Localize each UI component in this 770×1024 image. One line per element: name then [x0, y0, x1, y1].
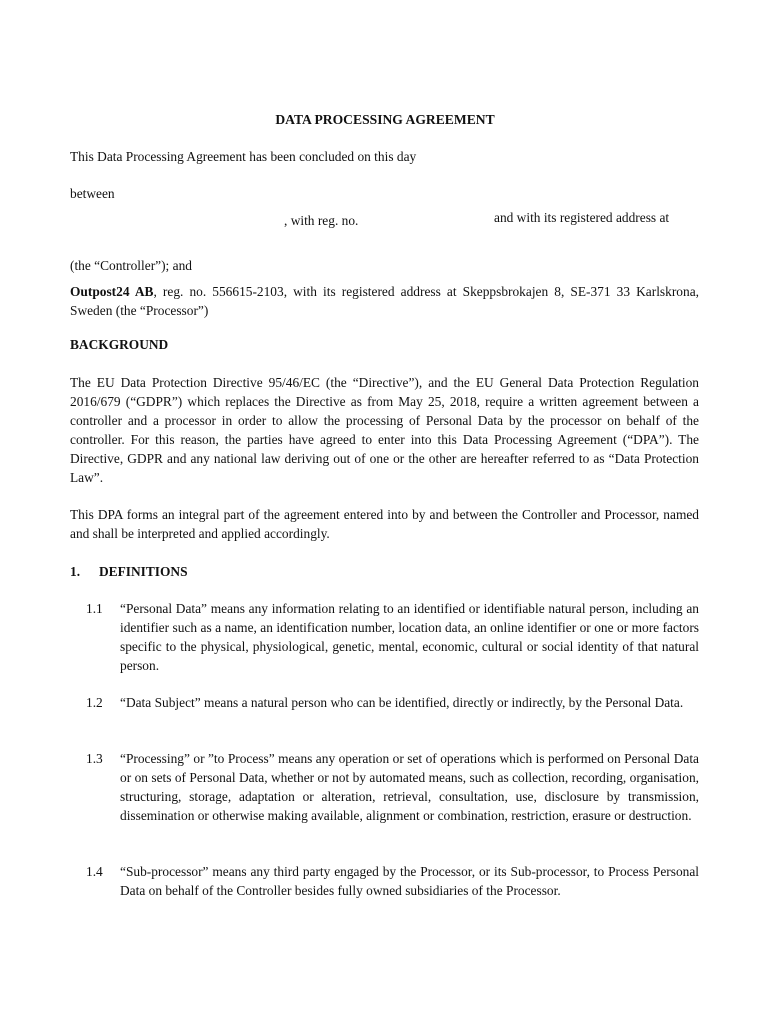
definition-text: “Personal Data” means any information relating to an identified or identifiable natural person, including an identifier such as a name, an identification number, location data, an online identifier or one or more factors specific to the physical, physiological, genetic, mental, economic, cultural or social identity of that natural person.: [120, 601, 699, 673]
definition-number: 1.2: [86, 695, 103, 710]
document-title: DATA PROCESSING AGREEMENT: [275, 112, 495, 127]
processor-name: Outpost24 AB: [70, 284, 154, 299]
background-paragraph-2: This DPA forms an integral part of the agreement entered into by and between the Controller and Processor, named and shall be interpreted and applied accordingly.: [70, 507, 699, 541]
intro-text: This Data Processing Agreement has been concluded on this day: [70, 149, 417, 164]
definitions-number: 1.: [70, 564, 81, 579]
between-text: between: [70, 186, 115, 201]
definition-number: 1.1: [86, 601, 103, 616]
definition-text: “Processing” or ”to Process” means any operation or set of operations which is performed on Personal Data or on sets of Personal Data, whether or not by automated means, such as collection, recording, organisation, structuring, storage, adaptation or alteration, retrieval, consultation, use, disclosure by transmission, dissemination or otherwise making available, alignment or combination, restriction, erasure or destruction.: [120, 751, 699, 823]
processor-paragraph: [70, 282, 699, 320]
definitions-heading: DEFINITIONS: [99, 564, 188, 579]
definition-text: “Data Subject” means a natural person who can be identified, directly or indirectly, by the Personal Data.: [120, 695, 684, 710]
reg-no-label: , with reg. no.: [284, 213, 359, 228]
controller-line: (the “Controller”); and: [70, 258, 192, 273]
definition-number: 1.4: [86, 864, 103, 879]
definition-number: 1.3: [86, 751, 103, 766]
background-paragraph-1: The EU Data Protection Directive 95/46/EC (the “Directive”), and the EU General Data Protection Regulation 2016/679 (“GDPR”) which replaces the Directive as from May 25, 2018, require a written agreement between a controller and a processor in order to allow the processing of Personal Data by the processor on behalf of the controller. For this reason, the parties have agreed to enter into this Data Processing Agreement (“DPA”). The Directive, GDPR and any national law deriving out of one or the other are hereafter referred to as “Data Protection Law”.: [70, 375, 699, 485]
background-heading: BACKGROUND: [70, 337, 169, 352]
definition-text: “Sub-processor” means any third party engaged by the Processor, or its Sub-processor, to Process Personal Data on behalf of the Controller besides fully owned subsidiaries of the Processor.: [120, 864, 699, 898]
processor-details: , reg. no. 556615-2103, with its registered address at Skeppsbrokajen 8, SE-371 33 Karlskrona, Sweden (the “Processor”): [70, 284, 699, 318]
address-label: and with its registered address at: [494, 210, 670, 225]
